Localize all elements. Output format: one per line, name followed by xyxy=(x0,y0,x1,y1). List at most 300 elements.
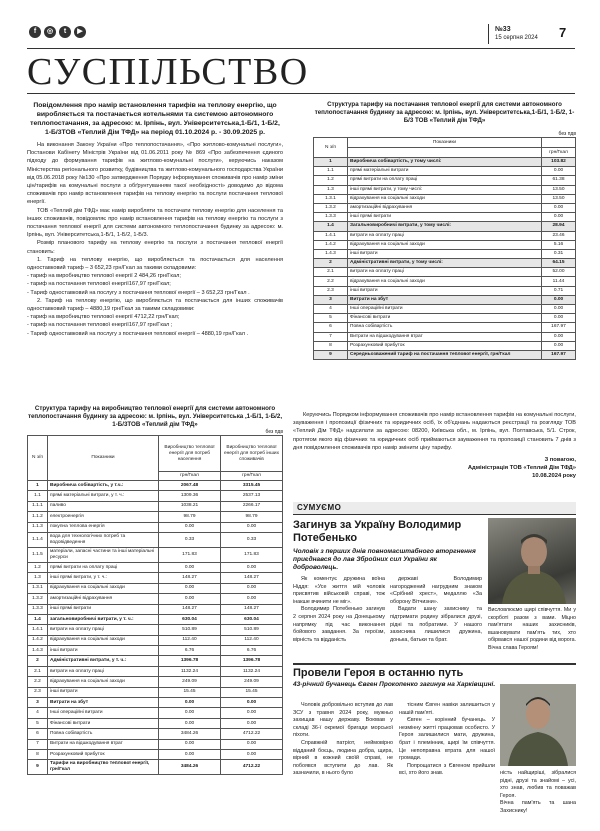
article2-paragraph: Попрощатися з Євгеном прийшли всі, хто його знав. xyxy=(399,762,495,777)
table-cell: витрати на оплату праці xyxy=(348,231,542,240)
table-cell: 98.79 xyxy=(221,512,283,522)
table-cell: 0.00 xyxy=(542,295,576,304)
table-row xyxy=(28,687,283,697)
col-name: Показники xyxy=(348,138,542,148)
table-row xyxy=(28,749,283,759)
table-cell: Інші операційні витрати xyxy=(348,305,542,314)
table-row xyxy=(28,718,283,728)
table-row xyxy=(28,625,283,635)
article2-col2 xyxy=(399,702,495,778)
table-cell: Фінансові витрати xyxy=(48,718,159,728)
table-cell: 1.4 xyxy=(314,222,348,231)
list-item: - Тариф одноставковий на послугу з постачання теплової енергії – 4880,19 грн/Гкал . xyxy=(27,330,283,338)
table-cell: матеріали, запасні частини та інші матеріальні ресурси xyxy=(48,547,159,562)
table-cell: 1.1.5 xyxy=(28,547,48,562)
table-row xyxy=(28,729,283,739)
list-item: - тариф на виробництво теплової енергії 2 484,26 грн/Гкал; xyxy=(27,272,283,280)
table-cell: Загальновиробничі витрати, у тому числі: xyxy=(348,222,542,231)
table-cell: 0.00 xyxy=(542,305,576,314)
table-cell: 0.00 xyxy=(159,698,221,708)
article1-col2 xyxy=(390,576,482,644)
table-row xyxy=(314,176,576,185)
table-cell: 510.89 xyxy=(221,625,283,635)
table-row xyxy=(28,656,283,666)
table-cell: 0.00 xyxy=(159,562,221,572)
table-cell: 1.4.3 xyxy=(28,646,48,656)
table-cell: паливо xyxy=(48,501,159,511)
table-cell: 4712.22 xyxy=(221,729,283,739)
table-cell: прямі матеріальні витрати xyxy=(348,167,542,176)
table-cell: 0.00 xyxy=(159,749,221,759)
table-cell: інші прямі витрати, у т. ч.: xyxy=(48,573,159,583)
table-cell: 167.97 xyxy=(542,350,576,359)
table-row xyxy=(314,259,576,268)
article2-col1 xyxy=(293,702,393,778)
col-num: N з/п xyxy=(314,138,348,158)
table-cell: 2 xyxy=(28,656,48,666)
table-cell: 5.16 xyxy=(542,240,576,249)
table-cell: відрахування на соціальні заходи xyxy=(48,635,159,645)
table-cell: 0.00 xyxy=(221,698,283,708)
table-row xyxy=(314,185,576,194)
article1-paragraph: Володимир Потебенько загинув 2 серпня 2024 року на Донецькому напрямку під час виконання бойового завдання. За героїзм, вірність та відданість xyxy=(293,606,385,643)
table-row xyxy=(28,491,283,501)
table-cell: 1.4.2 xyxy=(314,240,348,249)
col-b: Виробництво теплової енергії для потреб інших споживачів xyxy=(221,436,283,472)
table-cell: 23.46 xyxy=(542,231,576,240)
notice xyxy=(27,101,283,338)
article2-subtitle: 43-річний бучанець Євген Прокопенко загинув на Харківщині. xyxy=(293,681,496,688)
table-row xyxy=(314,222,576,231)
table-cell: 0.31 xyxy=(542,249,576,258)
table-row xyxy=(28,573,283,583)
table-row xyxy=(28,481,283,491)
col-num: N з/п xyxy=(28,436,48,481)
table-row xyxy=(28,739,283,749)
table-cell: 2067.48 xyxy=(159,481,221,491)
col-name: Показники xyxy=(48,436,159,481)
article2-title: Провели Героя в останню путь xyxy=(293,667,464,679)
table-cell: 148.27 xyxy=(159,573,221,583)
table-row xyxy=(28,614,283,624)
table-cell: 249.09 xyxy=(221,677,283,687)
table2-block xyxy=(313,101,576,360)
table-cell: Інші операційні витрати xyxy=(48,708,159,718)
social-icons xyxy=(29,26,86,38)
section-title: СУСПІЛЬСТВО xyxy=(27,51,309,93)
table-cell: інші прямі витрати xyxy=(348,213,542,222)
table-cell: Тарифи на виробництво теплової енергії, грн/Гкал xyxy=(48,760,159,775)
table-cell: 5 xyxy=(314,314,348,323)
table-cell: Розрахунковий прибуток xyxy=(348,341,542,350)
table-cell: 0.33 xyxy=(221,532,283,547)
table-cell: 1.3 xyxy=(28,573,48,583)
article2-paragraph: Справжній патріот, неймовірно відданий боєць, людина добра, щира, вірний в кожний своїй справі, не побоявся вступити до лав. Як зазначили, в нього було xyxy=(293,739,393,777)
soldier-photo-2 xyxy=(500,684,576,766)
table-row xyxy=(314,231,576,240)
table-cell: 1.3.1 xyxy=(28,583,48,593)
table-cell: 1.4 xyxy=(28,614,48,624)
table-cell: Витрати на збут xyxy=(348,295,542,304)
table-cell: 0.00 xyxy=(221,708,283,718)
portrait-image xyxy=(500,684,576,766)
table-cell: прямі матеріальні витрати, у т. ч.: xyxy=(48,491,159,501)
table-cell: 3484.26 xyxy=(159,729,221,739)
notice-paragraph: ТОВ «Теплий дім ТФД» має намір виробляти та постачати теплову енергію для населення та інших споживачів, повідомляє про намір встановлення тарифів на теплову енергію та послуги з постачання теплової енергії для системи автономного теплопостачання будинку за адресою: м. Ірпінь, вул. Університетська,1-Б/1, 1-Б/2, 1-Б/3. xyxy=(27,207,283,239)
table-cell: 3484.26 xyxy=(159,760,221,775)
table-cell: 171.83 xyxy=(221,547,283,562)
table-cell: інші витрати xyxy=(48,646,159,656)
table-cell: 13.50 xyxy=(542,194,576,203)
col-unit: грн/Гкал xyxy=(221,472,283,481)
table-cell: інші витрати xyxy=(348,249,542,258)
table-row xyxy=(28,677,283,687)
table-row xyxy=(314,167,576,176)
col-empty xyxy=(542,138,576,148)
table-cell: 0.00 xyxy=(542,203,576,212)
table-cell: 9 xyxy=(28,760,48,775)
table-row xyxy=(314,323,576,332)
table-cell: 0.00 xyxy=(159,522,221,532)
notice-title: Повідомлення про намір встановлення тарифів на теплову енергію, що виробляється та постачається котельнями та системою автономного теплопостачання, за адресою: м. Ірпінь, вул. Університетська,1-Б/1, 1-Б/2, 1-Б/3ТОВ «Теплий Дім ТФД» на період 01.10.2024 р. - 30.09.2025 р. xyxy=(30,102,280,136)
signature xyxy=(430,456,576,480)
table-cell: 1.1 xyxy=(314,167,348,176)
table-cell: 167.97 xyxy=(542,323,576,332)
table-cell: 249.09 xyxy=(159,677,221,687)
table-cell: 1.2 xyxy=(28,562,48,572)
article1-col1 xyxy=(293,576,385,644)
table-cell: 3315.45 xyxy=(221,481,283,491)
table-cell: 1309.36 xyxy=(159,491,221,501)
table-cell: 112.40 xyxy=(159,635,221,645)
table-cell: 0.71 xyxy=(542,286,576,295)
table-cell: 0.00 xyxy=(542,341,576,350)
table-cell: 1.1.3 xyxy=(28,522,48,532)
table-cell: вода для технологічних потреб та водовідведення xyxy=(48,532,159,547)
list-item: - Тариф одноставковий на послугу з постачання теплової енергії – 3 652,23 грн/Гкал . xyxy=(27,289,283,297)
table-cell: Витрати на збут xyxy=(48,698,159,708)
table-cell: 2.1 xyxy=(28,666,48,676)
table-cell: Розрахунковий прибуток xyxy=(48,749,159,759)
table-cell: 3 xyxy=(314,295,348,304)
table-cell: 1.3.3 xyxy=(314,213,348,222)
table-cell: 1.4.2 xyxy=(28,635,48,645)
table2 xyxy=(313,137,576,360)
table-cell: 1.1.4 xyxy=(28,532,48,547)
table-cell: 6 xyxy=(28,729,48,739)
table-cell: інші прямі витрати xyxy=(48,604,159,614)
table-cell: 64.15 xyxy=(542,259,576,268)
table-cell: 0.00 xyxy=(221,594,283,604)
table-cell: 7 xyxy=(28,739,48,749)
table-cell: 148.27 xyxy=(159,604,221,614)
table-cell: 1.2 xyxy=(314,176,348,185)
table-cell: 1 xyxy=(28,481,48,491)
table-cell: 1.3.3 xyxy=(28,604,48,614)
table1 xyxy=(27,435,283,775)
table-cell: 0.00 xyxy=(159,708,221,718)
list-item: - тариф на виробництво теплової енергії 4712,22 грн/Гкал; xyxy=(27,313,283,321)
table-cell: Витрати на відшкодування втрат xyxy=(48,739,159,749)
table-row xyxy=(314,341,576,350)
table-cell: інші витрати xyxy=(48,687,159,697)
table-cell: 52.00 xyxy=(542,268,576,277)
table-row xyxy=(314,203,576,212)
table-cell: відрахування на соціальні заходи xyxy=(348,194,542,203)
youtube-icon[interactable]: ▶ xyxy=(74,26,86,38)
table-cell: 0.33 xyxy=(159,532,221,547)
table-cell: 1.4.3 xyxy=(314,249,348,258)
table-cell: покупна теплова енергія xyxy=(48,522,159,532)
table-cell: загальновиробничі витрати, у т. ч.: xyxy=(48,614,159,624)
mourning-label: СУМУЄМО xyxy=(297,503,342,512)
article2-caption-text: ність найщиріші, зібралися рідні, друзі та знайомі – усі, хто знав, любив та поважав Героя. xyxy=(500,770,576,799)
table-cell: 1132.24 xyxy=(221,666,283,676)
article1-paragraph: Вадати шану захиснику та підтримати родину зібралися друзі, рідні та побратими. У нашого захисника лишилися дружина, донька, батьки та брат. xyxy=(390,606,482,643)
table-row xyxy=(28,547,283,562)
table-cell: 2.3 xyxy=(28,687,48,697)
table-cell: 8 xyxy=(28,749,48,759)
table-cell: 4 xyxy=(314,305,348,314)
signature-line: 10.08.2024 року xyxy=(532,473,576,479)
table-cell: 3 xyxy=(28,698,48,708)
table2-unit: без пдв xyxy=(558,131,576,137)
table-cell: відрахування на соціальні заходи xyxy=(48,583,159,593)
notice-body xyxy=(27,141,283,338)
table-cell: 2537.13 xyxy=(221,491,283,501)
table-cell: 8 xyxy=(314,341,348,350)
table-cell: 15.45 xyxy=(221,687,283,697)
table-row xyxy=(28,562,283,572)
table-cell: 0.00 xyxy=(221,739,283,749)
table-cell: 0.00 xyxy=(221,749,283,759)
table-cell: 0.00 xyxy=(221,522,283,532)
signature-line: З повагою, xyxy=(544,457,576,463)
table-row xyxy=(314,305,576,314)
table-cell: 1.1.2 xyxy=(28,512,48,522)
table-cell: Адміністративні витрати, у т. ч.: xyxy=(48,656,159,666)
table-row xyxy=(28,512,283,522)
article2-caption-text: Вічна пам'ять та шана Захиснику! xyxy=(500,800,576,814)
table-cell: 2.1 xyxy=(314,268,348,277)
table-row xyxy=(314,314,576,323)
table-row xyxy=(314,286,576,295)
table-cell: 7 xyxy=(314,332,348,341)
notice-paragraph: 2. Тариф на теплову енергію, що виробляється та постачається для інших споживачів одноставковий тариф – 4880,19 грн/Гкал за такими складовими: xyxy=(27,297,283,313)
table-cell: 0.00 xyxy=(159,594,221,604)
table-cell: Середньозважений тариф на постачання теплової енергії, грн/Гкал xyxy=(348,350,542,359)
table-cell: витрати на оплату праці xyxy=(48,625,159,635)
table-cell: 148.27 xyxy=(221,573,283,583)
table-cell: 0.00 xyxy=(542,314,576,323)
table-row xyxy=(28,708,283,718)
table-cell: Виробнича собівартість, у тому числі: xyxy=(348,158,542,167)
notice-paragraph: На виконання Закону України «Про теплопостачання», «Про житлово-комунальні послуги», Постанови Кабінету Міністрів України від 01.06.2011 року № 869 «Про забезпечення єдиного підходу до формування тарифів на житлово-комунальні послуги», керуючись наказом Міністерства регіонального розвитку, будівництва та житлово-комунального господарства України від 05.06.2018 року №130 «Про затвердження Порядку інформування споживачів про намір зміни цін/тарифів на комунальні послуги з обґрунтуванням такої необхідності» доводимо до відома споживачів про намір встановлення тарифів на теплову енергію та послуги постачання теплової енергії. xyxy=(27,142,283,206)
table-cell: 1132.24 xyxy=(159,666,221,676)
article1-caption: Висловлюємо щирі співчуття. Ми у скорботі разом з вами. Міцно пам'ятати наших захисників, вшановувати пам'ять тих, хто обірвався нашої родини від ворога. Вічна слава Героям! xyxy=(488,607,576,651)
soldier-photo-1 xyxy=(488,518,576,604)
table-cell: 1.3 xyxy=(314,185,348,194)
table-row xyxy=(28,501,283,511)
table-row xyxy=(28,532,283,547)
table1-caption: Структура тарифу на виробництво теплової енергії для системи автономного теплопостачання будинку за адресою: м. Ірпінь, вул. Університетська ,1-Б/1, 1-Б/2, 1-Б/3ТОВ «Теплий дім ТФД» xyxy=(27,405,283,428)
table-cell: 0.00 xyxy=(159,718,221,728)
table-cell: 11.44 xyxy=(542,277,576,286)
article1-subtitle: Чоловік з перших днів повномасштабного вторгнення приєднався до лав Збройних сил України як доброволець. xyxy=(293,548,476,571)
table-cell: 112.40 xyxy=(221,635,283,645)
list-item: - тариф на постачання теплової енергії167,97 грн/Гкал ; xyxy=(27,321,283,329)
table-row xyxy=(314,240,576,249)
portrait-image xyxy=(488,518,576,604)
table-cell: 1396.78 xyxy=(221,656,283,666)
table-cell: Витрати на відшкодування втрат xyxy=(348,332,542,341)
closing-paragraph: Керуючись Порядком інформування споживачів про намір встановлення тарифів на комунальні послуги, зауваження і пропозиції фізичних та юридичних осіб, їх об'єднань надаються реєстрації та розгляду ТОВ «Теплий Дім ТФД» надсилати за адресою: 08200, Київська обл., м. Ірпінь, вул. Полтавська, 5/1. Строк, протягом якого від фізичних та юридичних осіб приймаються зауваження та пропозиції становить 7 днів з дня повідомлення споживачів про намір змінити ціну тарифу. xyxy=(293,412,576,451)
table-cell: 171.83 xyxy=(159,547,221,562)
table-cell: 2 xyxy=(314,259,348,268)
table-row xyxy=(28,698,283,708)
article2-caption xyxy=(500,770,576,816)
table-cell: 1.3.2 xyxy=(314,203,348,212)
table-cell: 6.76 xyxy=(221,646,283,656)
table-cell: 15.45 xyxy=(159,687,221,697)
issue-date: 15 серпня 2024 xyxy=(495,35,538,41)
table-cell: 4712.22 xyxy=(221,760,283,775)
table-row xyxy=(314,194,576,203)
article-divider xyxy=(293,663,576,665)
issue-number: №33 xyxy=(495,26,511,33)
table-cell: 98.79 xyxy=(159,512,221,522)
col-unit: грн/Гкал xyxy=(542,148,576,158)
table-cell: 6.76 xyxy=(159,646,221,656)
table-cell: 630.04 xyxy=(221,614,283,624)
table-cell: 148.27 xyxy=(221,604,283,614)
table-cell: витрати на оплату праці xyxy=(48,666,159,676)
table-cell: 0.00 xyxy=(542,332,576,341)
table-cell: 28.94 xyxy=(542,222,576,231)
table-cell: 13.50 xyxy=(542,185,576,194)
table-cell: прямі витрати на оплату праці xyxy=(48,562,159,572)
table-cell: амортизаційні відрахування xyxy=(48,594,159,604)
table-cell: 0.00 xyxy=(159,583,221,593)
table-row xyxy=(314,249,576,258)
table-cell: 4 xyxy=(28,708,48,718)
table-cell: 0.00 xyxy=(221,562,283,572)
table-row xyxy=(28,604,283,614)
table-cell: 2.2 xyxy=(314,277,348,286)
table-cell: 5 xyxy=(28,718,48,728)
col-blank xyxy=(348,148,542,158)
table2-caption: Структура тарифу на постачання теплової енергії для системи автономного теплопостачання будинку за адресою: м. Ірпінь, вул. Університетська,1-Б/1, 1-Б/2, 1-Б/3 ТОВ «Теплий дім ТФД» xyxy=(314,101,575,124)
table-row xyxy=(314,277,576,286)
article1-paragraph: Як коментує дружина воїна Ніддя: «Усе життя мій чоловік присвятив військовій справі, тож інакше вчинити не міг». xyxy=(293,576,385,605)
table-cell: Повна собівартість xyxy=(348,323,542,332)
table-cell: 61.38 xyxy=(542,176,576,185)
article2-paragraph: тісним Євген навіки залишиться у нашій пам'яті. xyxy=(399,702,495,716)
table-cell: 103.82 xyxy=(542,158,576,167)
table-cell: прямі витрати на оплату праці xyxy=(348,176,542,185)
list-item: - тариф на постачання теплової енергії167,97 грн/Гкал; xyxy=(27,280,283,288)
facebook-icon[interactable]: f xyxy=(29,26,41,38)
table-row xyxy=(28,646,283,656)
section-rule xyxy=(27,93,575,94)
table-row xyxy=(28,760,283,775)
table-cell: 2266.17 xyxy=(221,501,283,511)
top-rule xyxy=(27,48,575,49)
table-row xyxy=(314,295,576,304)
closing-text xyxy=(293,411,576,452)
table-row xyxy=(314,332,576,341)
table-cell: 2.2 xyxy=(28,677,48,687)
table-cell: електроенергія xyxy=(48,512,159,522)
table-row xyxy=(314,268,576,277)
table-cell: 630.04 xyxy=(159,614,221,624)
table-row xyxy=(314,213,576,222)
header-divider xyxy=(488,24,489,44)
table-cell: інші витрати xyxy=(348,286,542,295)
table-cell: Виробнича собівартість, у т.ч.: xyxy=(48,481,159,491)
article2-paragraph: Євген – корінний бучанець. У незмінну житті працював особисто. У Героя залишилися мати, дружина, брат і племінник, щирі їм співчуття. Це непоправна втрата для нашої громади. xyxy=(399,717,495,762)
col-a: Виробництво теплової енергії для потреб населення xyxy=(159,436,221,472)
table-cell: 1.4.1 xyxy=(314,231,348,240)
table-cell: 9 xyxy=(314,350,348,359)
tariff-list-1 xyxy=(27,272,283,297)
table-cell: 1 xyxy=(314,158,348,167)
table-cell: 1.4.1 xyxy=(28,625,48,635)
col-unit: грн/Гкал xyxy=(159,472,221,481)
table-row xyxy=(28,635,283,645)
table-cell: 1.3.1 xyxy=(314,194,348,203)
notice-paragraph: 1. Тариф на теплову енергію, що виробляється та постачається для населення одноставковий тариф – 3 652,23 грн/Гкал за такими складовими: xyxy=(27,256,283,272)
table-cell: 0.00 xyxy=(221,583,283,593)
article2-paragraph: Чоловік добровільно вступив до лав ЗСУ з травня 2024 року, мужньо захищав нашу державу. Воював у складі 36-ї окремої бригади морської піхоти. xyxy=(293,702,393,739)
table-cell: Адміністративні витрати, у тому числі: xyxy=(348,259,542,268)
table1-block xyxy=(27,405,283,775)
table-cell: Повна собівартість xyxy=(48,729,159,739)
signature-line: Адміністрація ТОВ «Теплий Дім ТФД» xyxy=(467,465,576,471)
table-cell: 0.00 xyxy=(542,213,576,222)
table-cell: 0.00 xyxy=(221,718,283,728)
page-number: 7 xyxy=(559,25,567,40)
table-cell: 1038.21 xyxy=(159,501,221,511)
table-cell: 510.89 xyxy=(159,625,221,635)
table-cell: 1396.78 xyxy=(159,656,221,666)
table-cell: 6 xyxy=(314,323,348,332)
article1-title: Загинув за Україну Володимир Потебенько xyxy=(293,519,462,544)
table-cell: амортизаційні відрахування xyxy=(348,203,542,212)
tariff-list-2 xyxy=(27,313,283,338)
table-cell: відрахування на соціальні заходи xyxy=(348,240,542,249)
table-row xyxy=(28,666,283,676)
table-cell: 0.00 xyxy=(159,739,221,749)
table-row xyxy=(314,350,576,359)
table-cell: 1.3.2 xyxy=(28,594,48,604)
table1-unit: без пдв xyxy=(265,429,283,435)
table-row xyxy=(28,522,283,532)
notice-paragraph: Розмір планового тарифу на теплову енергію та послуги з постачання теплової енергії становить: xyxy=(27,240,283,255)
table-cell: Фінансові витрати xyxy=(348,314,542,323)
table-cell: витрати на оплату праці xyxy=(348,268,542,277)
table-cell: 1.1.1 xyxy=(28,501,48,511)
instagram-icon[interactable]: ◎ xyxy=(44,26,56,38)
article1-paragraph: державі Володимир нагороджений нагрудним знаком «Срібний хрест», медаллю «За оборону Вітчизни». xyxy=(390,576,482,605)
table-cell: 0.00 xyxy=(542,167,576,176)
table-cell: відрахування на соціальні заходи xyxy=(48,677,159,687)
table-row xyxy=(28,594,283,604)
telegram-icon[interactable]: t xyxy=(59,26,71,38)
table-cell: відрахування на соціальні заходи xyxy=(348,277,542,286)
table-row xyxy=(28,583,283,593)
table-cell: 2.3 xyxy=(314,286,348,295)
